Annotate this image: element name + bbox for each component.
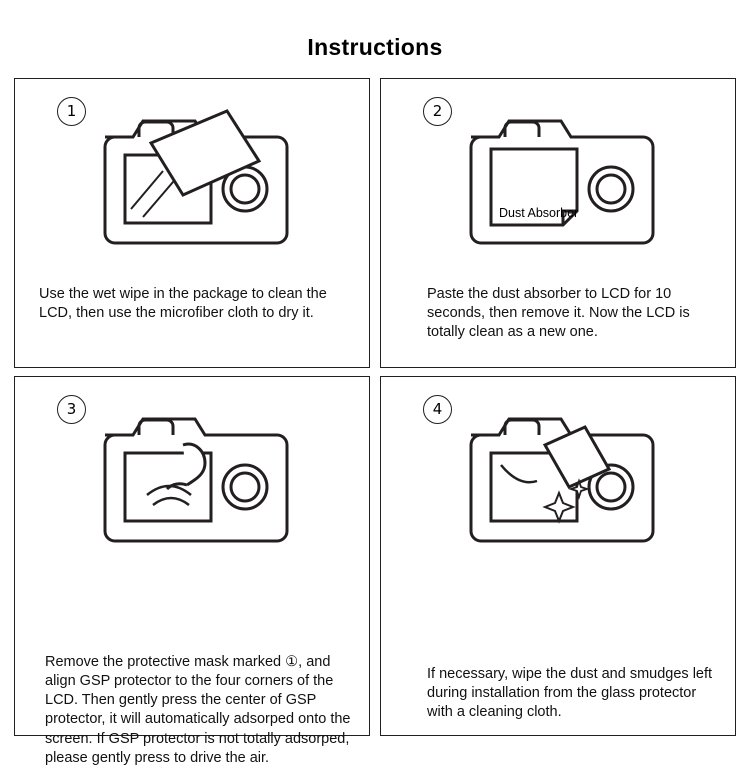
step-caption-2: Paste the dust absorber to LCD for 10 seconds, then remove it. Now the LCD is totally clean as a new one. [427,286,690,341]
step-caption-4: If necessary, wipe the dust and smudges left during installation from the glass protector with a cleaning cloth. [427,666,713,721]
step-panel-2 [380,78,736,368]
step-number-badge-2: 2 [423,97,452,126]
step-panel-3 [14,376,370,766]
step-number-badge-1: 1 [57,97,86,126]
step-caption-3: Remove the protective mask marked ①, and align GSP protector to the four corners of the LCD. Then gently press the center of GSP protector, it will automatically adsorped onto the screen. If GSP protector is not totally adsorped, please gently press to drive the air. [45,654,351,766]
page-title: Instructions [307,34,443,60]
step-panel-1 [14,78,370,368]
camera-with-wet-wipe-illustration [15,89,369,284]
step-number-badge-4: 4 [423,395,452,424]
step-number-badge-3: 3 [57,395,86,424]
camera-with-finger-press-illustration [15,387,369,582]
step-caption-1: Use the wet wipe in the package to clean the LCD, then use the microfiber cloth to dry it. [39,286,327,322]
camera-with-dust-absorber-illustration [381,89,735,284]
steps-grid [14,78,736,766]
camera-with-cleaning-cloth-illustration [381,387,735,582]
step-panel-4 [380,376,736,736]
dust-absorber-label: Dust Absorber [499,206,579,220]
